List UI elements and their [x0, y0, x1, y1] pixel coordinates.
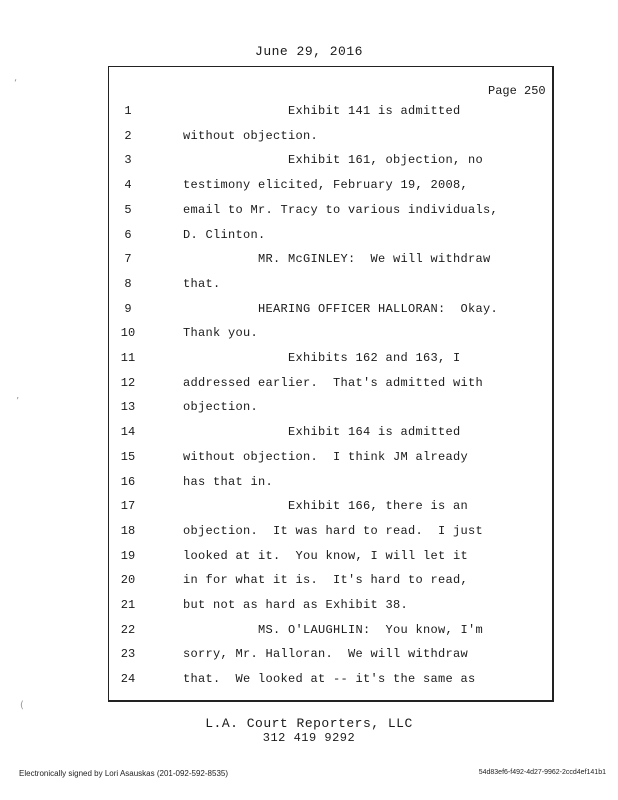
line-number: 3	[124, 153, 132, 167]
line-text: Exhibit 164 is admitted	[288, 425, 461, 439]
line-number: 18	[120, 524, 136, 538]
line-text: MS. O'LAUGHLIN: You know, I'm	[258, 623, 484, 637]
line-number: 11	[120, 351, 136, 365]
line-text: has that in.	[183, 475, 274, 489]
line-number: 22	[120, 623, 136, 637]
line-number: 1	[124, 104, 132, 118]
page-number: Page 250	[488, 84, 546, 98]
line-text: Exhibit 166, there is an	[288, 499, 469, 513]
line-text: Exhibit 161, objection, no	[288, 153, 484, 167]
scan-mark: ’	[16, 396, 20, 407]
line-number: 17	[120, 499, 136, 513]
line-number: 6	[124, 228, 132, 242]
line-number: 7	[124, 252, 132, 266]
line-text: addressed earlier. That's admitted with	[183, 376, 484, 390]
line-text: without objection.	[183, 129, 319, 143]
line-number: 24	[120, 672, 136, 686]
line-number: 4	[124, 178, 132, 192]
line-text: Exhibit 141 is admitted	[288, 104, 461, 118]
line-number: 13	[120, 400, 136, 414]
scan-mark: ‘	[14, 78, 18, 89]
line-text: objection. It was hard to read. I just	[183, 524, 484, 538]
line-number: 23	[120, 647, 136, 661]
footer-company: L.A. Court Reporters, LLC	[205, 716, 413, 731]
line-text: that. We looked at -- it's the same as	[183, 672, 476, 686]
line-text: looked at it. You know, I will let it	[183, 549, 469, 563]
line-number: 9	[124, 302, 132, 316]
line-number: 12	[120, 376, 136, 390]
line-number: 2	[124, 129, 132, 143]
scan-mark: (	[20, 700, 24, 711]
line-text: that.	[183, 277, 221, 291]
line-number: 19	[120, 549, 136, 563]
line-number: 16	[120, 475, 136, 489]
line-number: 5	[124, 203, 132, 217]
line-text: testimony elicited, February 19, 2008,	[183, 178, 469, 192]
line-text: MR. McGINLEY: We will withdraw	[258, 252, 491, 266]
line-text: Exhibits 162 and 163, I	[288, 351, 461, 365]
line-number: 20	[120, 573, 136, 587]
line-number: 10	[120, 326, 136, 340]
document-hash: 54d83ef6-f492-4d27-9962-2ccd4ef141b1	[478, 769, 606, 776]
line-text: objection.	[183, 400, 259, 414]
line-text: without objection. I think JM already	[183, 450, 469, 464]
line-text: Thank you.	[183, 326, 259, 340]
line-number: 14	[120, 425, 136, 439]
line-text: in for what it is. It's hard to read,	[183, 573, 469, 587]
date-header: June 29, 2016	[255, 44, 363, 59]
line-text: sorry, Mr. Halloran. We will withdraw	[183, 647, 469, 661]
electronic-signature-note: Electronically signed by Lori Asauskas (201-092-592-8535)	[19, 769, 229, 778]
line-text: D. Clinton.	[183, 228, 266, 242]
line-text: but not as hard as Exhibit 38.	[183, 598, 409, 612]
line-text: HEARING OFFICER HALLORAN: Okay.	[258, 302, 499, 316]
line-number: 15	[120, 450, 136, 464]
line-number: 8	[124, 277, 132, 291]
line-text: email to Mr. Tracy to various individuals,	[183, 203, 499, 217]
line-number: 21	[120, 598, 136, 612]
footer-phone: 312 419 9292	[262, 731, 356, 745]
